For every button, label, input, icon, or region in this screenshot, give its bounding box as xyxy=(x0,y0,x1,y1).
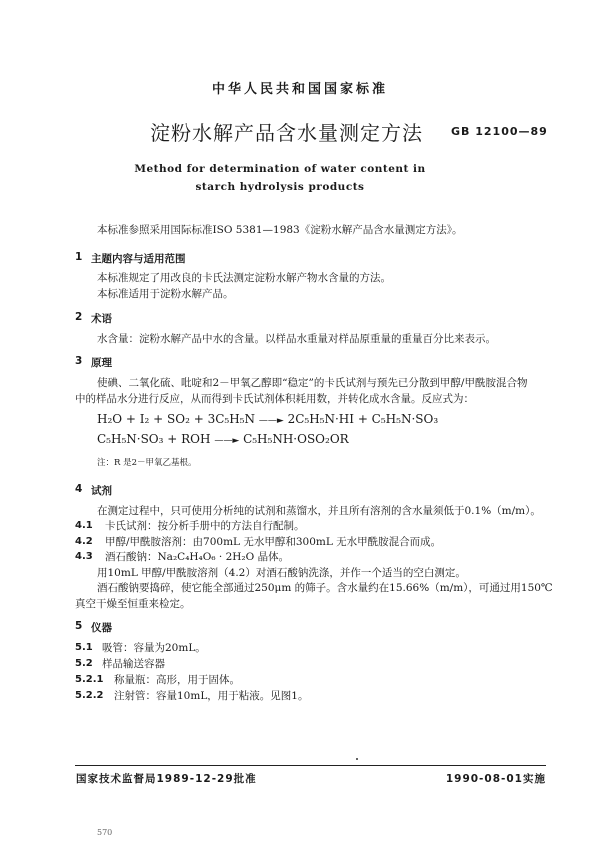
section-1-number: 1 xyxy=(75,251,83,263)
issuing-organization: 中华人民共和国国家标准 xyxy=(211,82,388,97)
section-3-note: 注：R 是2－甲氧乙基根。 xyxy=(97,458,197,468)
item-5-2-1-number: 5.2.1 xyxy=(75,674,104,685)
title-en-line2: starch hydrolysis products xyxy=(195,181,365,193)
item-4-3-number: 4.3 xyxy=(75,551,93,562)
reaction-arrow-icon: ——► xyxy=(258,416,284,426)
section-2-paragraph: 水含量：淀粉水解产品中水的含量。以样品水重量对样品原重量的重量百分比来表示。 xyxy=(97,333,496,345)
section-2-title: 术语 xyxy=(91,313,112,325)
item-5-2-text: 样品输送容器 xyxy=(102,658,165,670)
equation-2-reactants: C₅H₅N·SO₃ + ROH xyxy=(97,432,211,446)
item-4-1-number: 4.1 xyxy=(75,520,93,531)
section-1-paragraph-1: 本标准规定了用改良的卡氏法测定淀粉水解产物水含量的方法。 xyxy=(97,272,391,284)
equation-2-products: C₅H₅NH·OSO₂OR xyxy=(243,432,349,446)
item-5-2-2-number: 5.2.2 xyxy=(75,690,104,701)
item-4-2-number: 4.2 xyxy=(75,536,93,547)
item-4-3-text: 酒石酸钠：Na₂C₄H₄O₆ · 2H₂O 晶体。 xyxy=(105,551,290,563)
reaction-equation-2 xyxy=(97,432,349,446)
footer-divider xyxy=(75,765,546,766)
page-number: 570 xyxy=(97,828,113,837)
section-4-paragraph-3-line1: 酒石酸钠要捣碎，使它能全部通过250μm 的筛子。含水量约在15.66%（m/m），可通过用150℃ xyxy=(97,582,553,594)
section-1-paragraph-2: 本标准适用于淀粉水解产品。 xyxy=(97,288,234,300)
section-4-title: 试剂 xyxy=(91,485,112,497)
section-2-number: 2 xyxy=(75,311,83,323)
standard-code: GB 12100—89 xyxy=(451,125,548,138)
item-5-2-number: 5.2 xyxy=(75,658,93,669)
section-4-paragraph-2: 用10mL 甲醇/甲酰胺溶剂（4.2）对酒石酸钠洗涤，并作一个适当的空白测定。 xyxy=(97,567,466,579)
equation-1-products: 2C₅H₅N·HI + C₅H₅N·SO₃ xyxy=(287,412,439,426)
item-4-2-text: 甲醇/甲酰胺溶剂：由700mL 无水甲醇和300mL 无水甲酰胺混合而成。 xyxy=(105,536,442,548)
section-3-paragraph-line2: 中的样品水分进行反应，从而得到卡氏试剂体积耗用数，并转化成水含量。反应式为： xyxy=(75,393,474,405)
document-title-cn: 淀粉水解产品含水量测定方法 xyxy=(150,121,423,145)
section-3-number: 3 xyxy=(75,355,83,367)
section-5-number: 5 xyxy=(75,620,83,632)
equation-1-reactants: H₂O + I₂ + SO₂ + 3C₅H₅N xyxy=(97,412,255,426)
approval-date: 国家技术监督局1989-12-29批准 xyxy=(76,773,257,785)
item-5-1-number: 5.1 xyxy=(75,642,93,653)
title-en-line1: Method for determination of water content in xyxy=(134,163,426,175)
section-1-title: 主题内容与适用范围 xyxy=(91,253,186,265)
item-5-2-2-text: 注射管：容量10mL，用于粘液。见图1。 xyxy=(114,690,309,702)
section-5-title: 仪器 xyxy=(91,622,112,634)
section-4-number: 4 xyxy=(75,483,83,495)
item-5-2-1-text: 称量瓶：高形，用于固体。 xyxy=(114,674,240,686)
intro-paragraph: 本标准参照采用国际标准ISO 5381—1983《淀粉水解产品含水量测定方法》。 xyxy=(97,224,463,236)
item-4-1-text: 卡氏试剂：按分析手册中的方法自行配制。 xyxy=(105,520,305,532)
section-4-paragraph-3-line2: 真空干燥至恒重来检定。 xyxy=(75,598,191,610)
section-3-paragraph-line1: 使碘、二氧化硫、吡啶和2－甲氧乙醇即“稳定”的卡氏试剂与预先已分散到甲醇/甲酰胺混合物 xyxy=(97,377,528,389)
section-4-paragraph: 在测定过程中，只可使用分析纯的试剂和蒸馏水，并且所有溶剂的含水量须低于0.1%（m/m）。 xyxy=(97,505,541,517)
document-title-en xyxy=(120,160,440,196)
scan-speck xyxy=(356,758,358,760)
reaction-arrow-icon: ——► xyxy=(214,436,240,446)
effective-date: 1990-08-01实施 xyxy=(445,773,546,785)
section-3-title: 原理 xyxy=(91,357,112,369)
item-5-1-text: 吸管：容量为20mL。 xyxy=(102,642,206,654)
reaction-equation-1 xyxy=(97,412,438,426)
